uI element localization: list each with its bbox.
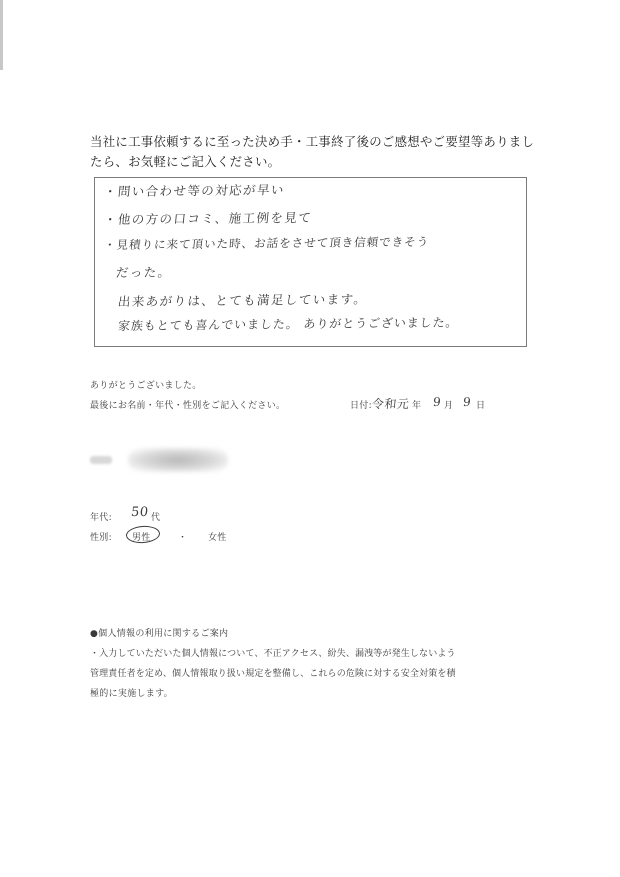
comment-line-2: ・他の方の口コミ、施工例を見て: [103, 209, 313, 227]
comment-line-1: ・問い合わせ等の対応が早い: [103, 182, 286, 199]
gender-option-female: 女性: [208, 533, 227, 543]
privacy-line-2: 管理責任者を定め、個人情報取り扱い規定を整備し、これらの危険に対する安全対策を積: [90, 669, 456, 679]
comment-line-6: 家族もとても喜んでいました。 ありがとうございました。: [117, 315, 460, 333]
gender-option-male: 男性: [132, 533, 151, 543]
request-text: 最後にお名前・年代・性別をご記入ください。: [90, 401, 286, 411]
date-month: 9: [432, 395, 442, 409]
date-field: [350, 395, 500, 411]
intro-line-2: たら、お気軽にご記入ください。: [90, 154, 281, 169]
date-era: 令和元: [371, 397, 411, 411]
name-redacted: [128, 448, 228, 472]
date-year-unit: 年: [412, 401, 422, 411]
scan-edge-mark: [0, 0, 3, 70]
privacy-line-3: 極的に実施します。: [90, 689, 173, 699]
age-unit: 代: [151, 513, 161, 523]
comment-line-5: 出来あがりは、とても満足しています。: [117, 291, 369, 309]
thanks-text: ありがとうございました。: [90, 381, 202, 391]
intro-question: [90, 132, 540, 172]
name-label-redacted: [90, 456, 112, 464]
gender-separator: ・: [178, 533, 188, 543]
date-month-unit: 月: [444, 401, 454, 411]
privacy-heading: ●個人情報の利用に関するご案内: [90, 629, 229, 639]
comment-line-3: ・見積りに来て頂いた時、お話をさせて頂き信頼できそう: [103, 234, 430, 252]
gender-selection-circle: [125, 525, 160, 544]
comment-line-4: だった。: [115, 264, 173, 280]
age-value: 50: [130, 505, 150, 520]
age-label: 年代:: [90, 513, 112, 523]
gender-label: 性別:: [90, 533, 112, 543]
date-label: 日付:: [350, 401, 372, 411]
date-day: 9: [462, 395, 472, 409]
intro-line-1: 当社に工事依頼するに至った決め手・工事終了後のご感想やご要望等ありまし: [90, 134, 535, 149]
privacy-line-1: ・入力していただいた個人情報について、不正アクセス、紛失、漏洩等が発生しないよう: [90, 649, 456, 659]
date-day-unit: 日: [476, 401, 486, 411]
